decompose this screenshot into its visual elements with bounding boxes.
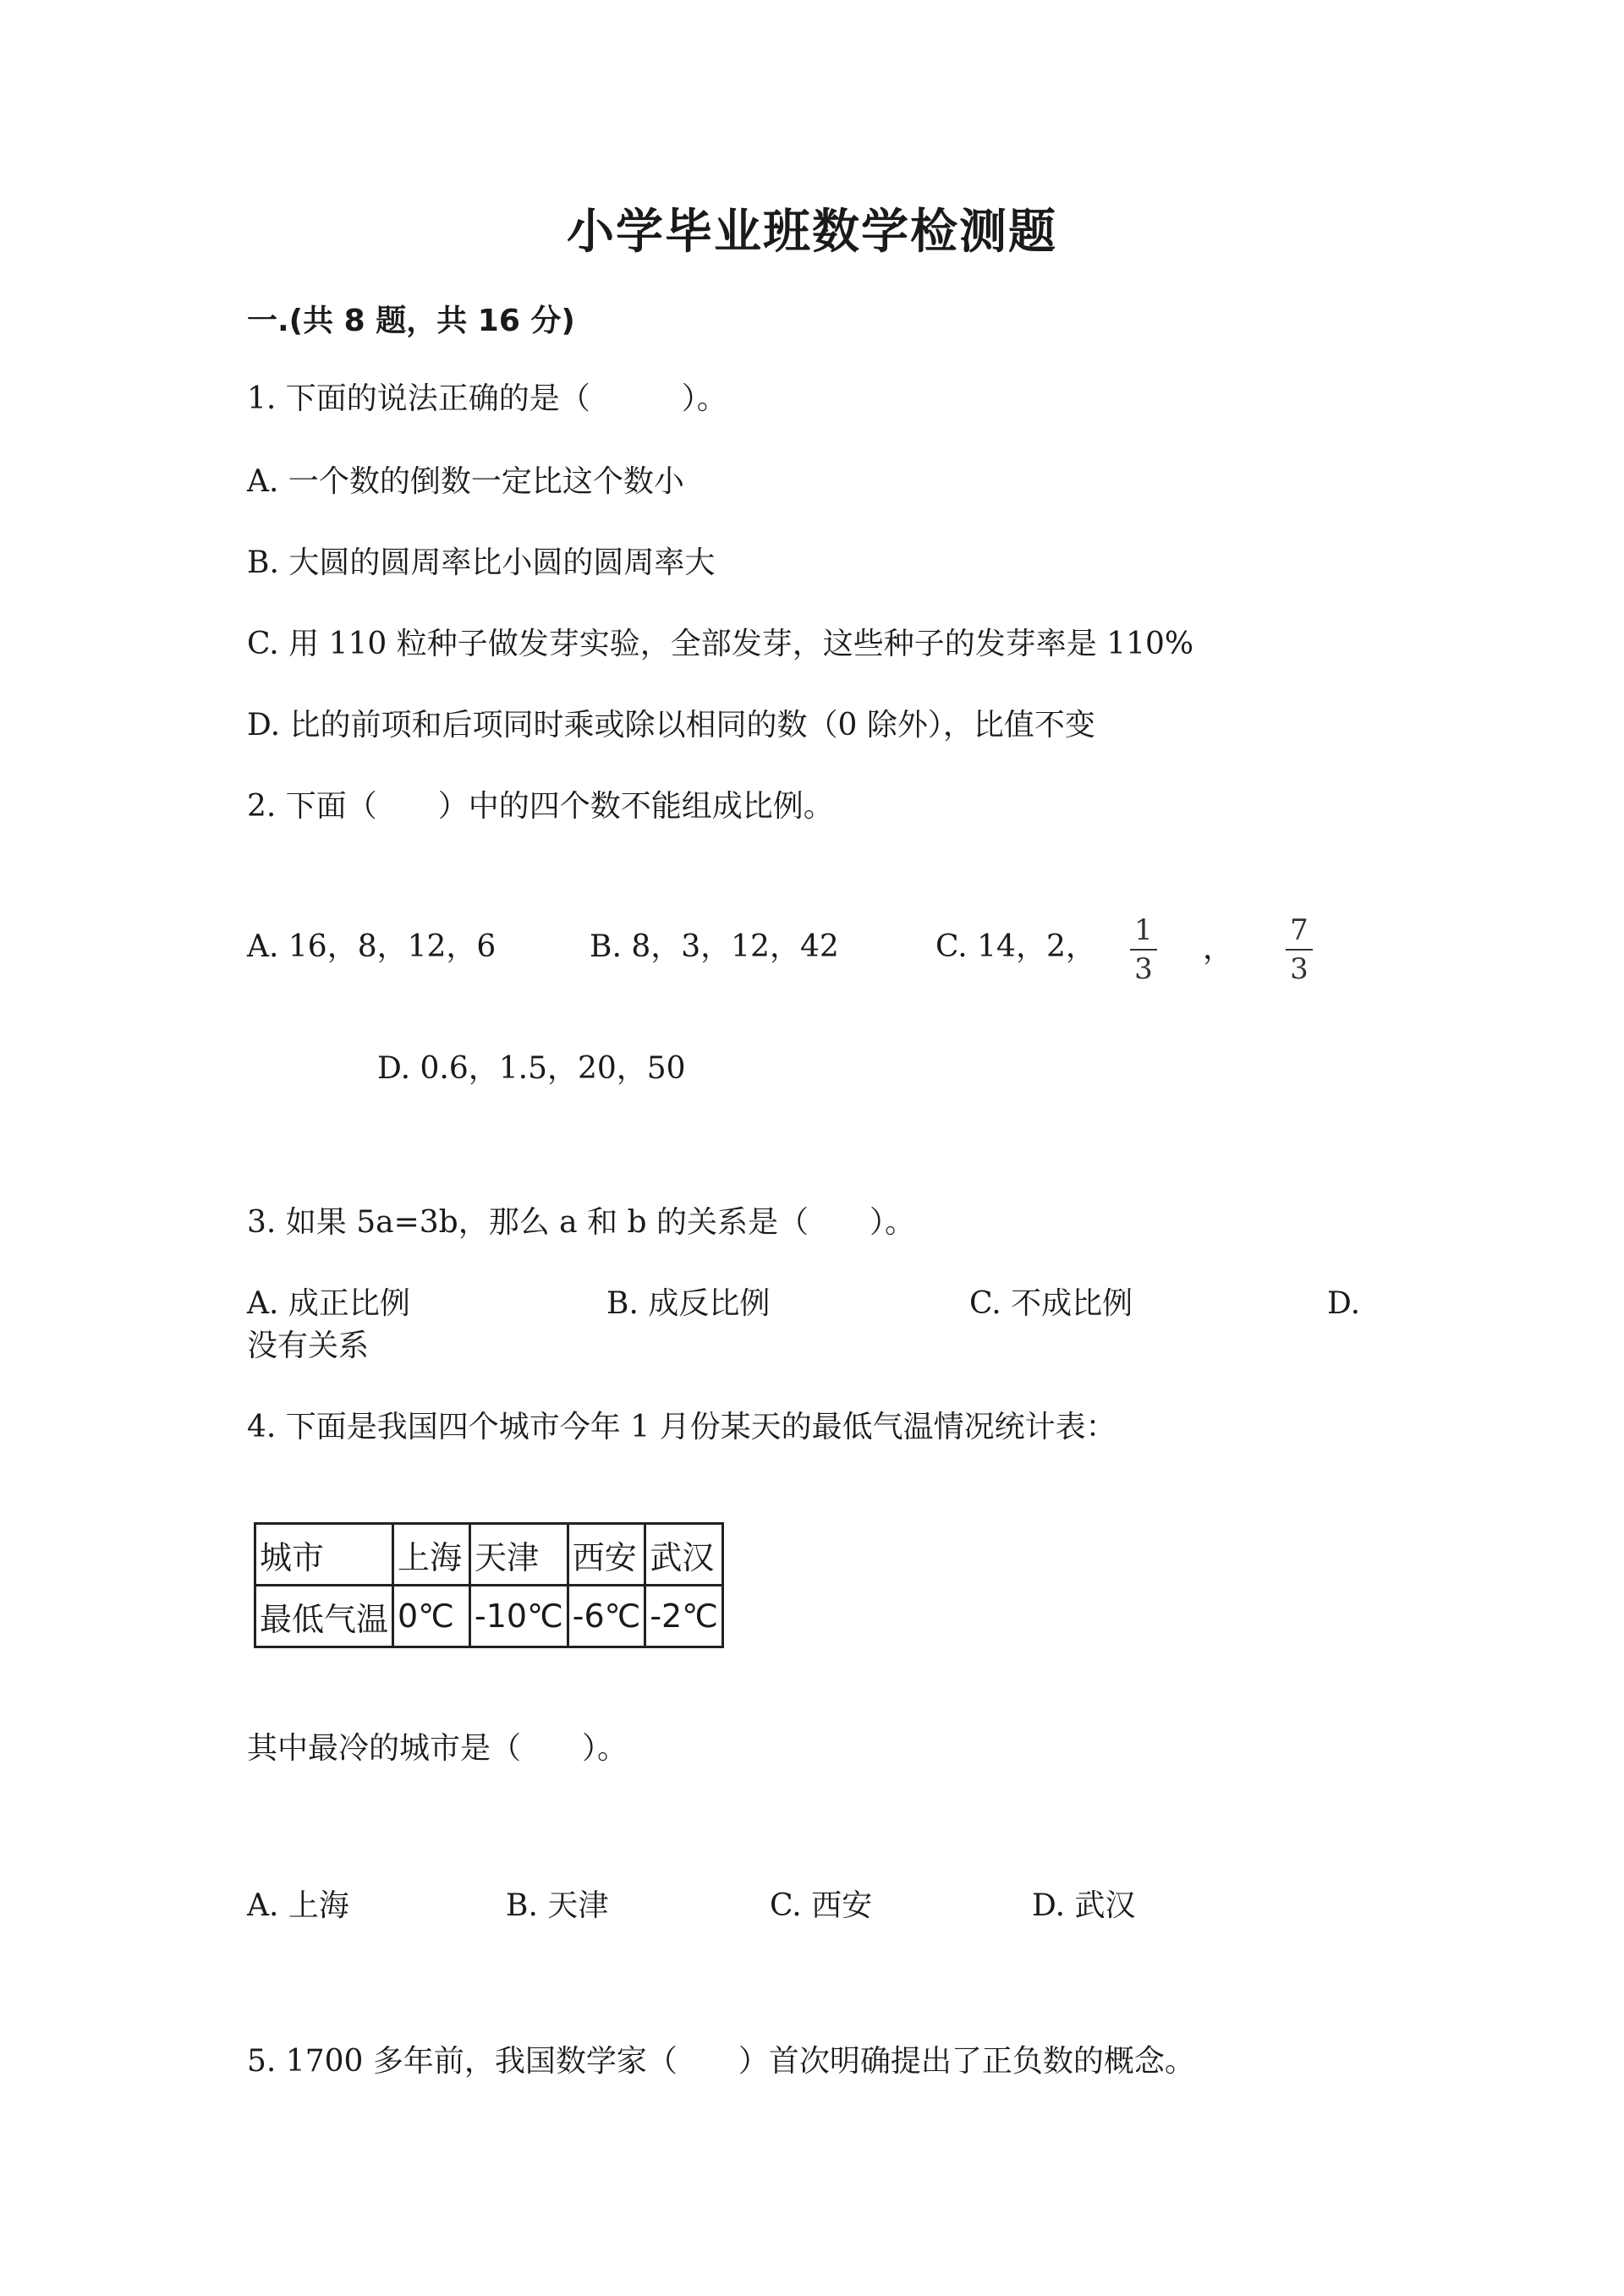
q3-option-b: B. 成反比例 (606, 1286, 771, 1321)
q1-option-b: B. 大圆的圆周率比小圆的圆周率大 (247, 545, 716, 580)
table-cell: 0℃ (393, 1586, 470, 1647)
fraction-numerator: 7 (1290, 913, 1309, 947)
q1-option-a: A. 一个数的倒数一定比这个数小 (247, 464, 684, 499)
q2-option-a: A. 16，8，12，6 (247, 929, 497, 964)
fraction-one-third (1127, 913, 1160, 986)
q4-option-a: A. 上海 (247, 1888, 349, 1923)
table-cell: 西安 (568, 1524, 645, 1586)
q2-option-d: D. 0.6，1.5，20，50 (377, 1051, 686, 1086)
q4-option-d: D. 武汉 (1032, 1888, 1136, 1923)
q3-option-a: A. 成正比例 (247, 1286, 410, 1321)
table-cell: 城市 (255, 1524, 393, 1586)
q4-option-c: C. 西安 (770, 1888, 873, 1923)
fraction-denominator: 3 (1134, 952, 1153, 986)
fraction-numerator: 1 (1134, 913, 1153, 947)
table-cell: 武汉 (645, 1524, 723, 1586)
q4-option-b: B. 天津 (506, 1888, 609, 1923)
fraction-bar (1130, 949, 1157, 951)
q2-option-b: B. 8，3，12，42 (590, 929, 839, 964)
q3-option-d-label: D. (1327, 1286, 1361, 1321)
temperature-table (254, 1522, 724, 1648)
q3-option-d-text: 没有关系 (247, 1329, 370, 1363)
table-row (255, 1586, 723, 1647)
q1-option-d: D. 比的前项和后项同时乘或除以相同的数（0 除外），比值不变 (247, 708, 1095, 743)
q1-option-c: C. 用 110 粒种子做发芽实验，全部发芽，这些种子的发芽率是 110% (247, 627, 1194, 661)
q4-stem: 4. 下面是我国四个城市今年 1 月份某天的最低气温情况统计表： (247, 1410, 1116, 1444)
q3-stem: 3. 如果 5a=3b，那么 a 和 b 的关系是（ ）。 (247, 1205, 915, 1240)
q4-follow-up: 其中最冷的城市是（ ）。 (247, 1731, 628, 1766)
q5-stem: 5. 1700 多年前，我国数学家（ ）首次明确提出了正负数的概念。 (247, 2044, 1195, 2079)
table-cell: -6℃ (568, 1586, 645, 1647)
table-cell: 最低气温 (255, 1586, 393, 1647)
q2-option-c-separator: ， (1203, 931, 1234, 966)
table-cell: 天津 (470, 1524, 568, 1586)
q2-stem: 2. 下面（ ）中的四个数不能组成比例。 (247, 789, 834, 824)
page-title: 小学毕业班数学检测题 (567, 205, 1057, 260)
q3-option-c: C. 不成比例 (969, 1286, 1133, 1321)
table-header-row (255, 1524, 723, 1586)
section-heading: 一.(共 8 题，共 16 分) (247, 304, 575, 338)
table-cell: 上海 (393, 1524, 470, 1586)
table-cell: -10℃ (470, 1586, 568, 1647)
fraction-bar (1286, 949, 1313, 951)
q1-stem: 1. 下面的说法正确的是（ ）。 (247, 381, 727, 416)
table-cell: -2℃ (645, 1586, 723, 1647)
q2-option-c: C. 14，2， (935, 929, 1096, 964)
fraction-seven-thirds (1282, 913, 1316, 986)
fraction-denominator: 3 (1290, 952, 1309, 986)
